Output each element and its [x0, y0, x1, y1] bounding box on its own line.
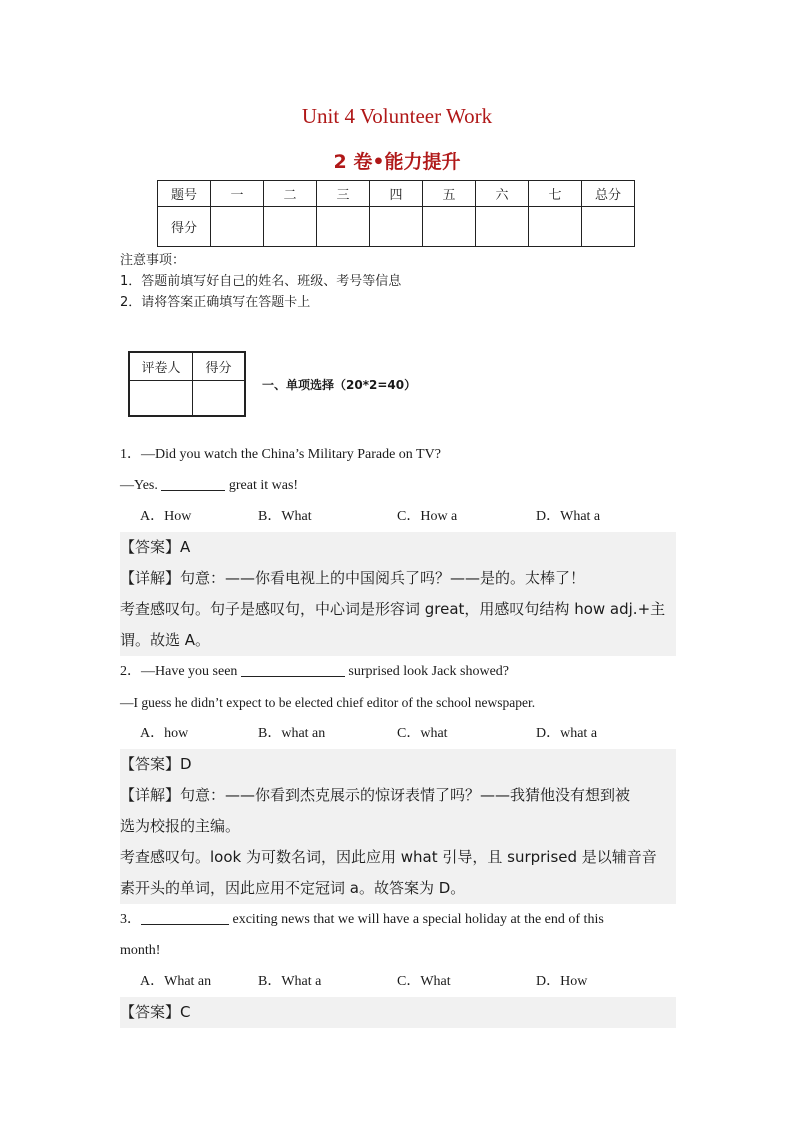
question-2-options: [120, 718, 676, 749]
question-1-line2: [120, 470, 676, 501]
option-a: A．How: [140, 509, 192, 524]
score-header-cell: 一: [211, 181, 264, 207]
grader-table: [128, 351, 246, 417]
option-b: B．What a: [258, 974, 322, 989]
question-text: exciting news that we will have a special holiday at the end of this: [229, 912, 604, 927]
notes-item: 1．答题前填写好自己的姓名、班级、考号等信息: [120, 274, 402, 289]
notes-heading: 注意事项：: [120, 253, 186, 268]
score-table: [157, 180, 635, 247]
score-header-cell: 二: [264, 181, 317, 207]
score-cell: [264, 207, 317, 247]
option-d: D．What a: [536, 509, 601, 524]
answer-line: 【答案】C: [120, 1003, 191, 1021]
option-c: C．What: [397, 974, 451, 989]
score-cell: [317, 207, 370, 247]
detail-line: 谓。故选 A。: [120, 631, 211, 649]
score-cell: [370, 207, 423, 247]
question-text: —Yes.: [120, 478, 162, 493]
score-cell: [423, 207, 476, 247]
question-text: surprised look Jack showed?: [344, 664, 509, 679]
detail-line: 【详解】句意：——你看电视上的中国阅兵了吗？——是的。太棒了！: [120, 569, 586, 587]
score-header-cell: 四: [370, 181, 423, 207]
option-b: B．What: [258, 509, 312, 524]
question-1-stem: 1．—Did you watch the China’s Military Parade on TV?: [120, 447, 441, 462]
score-header-cell: 六: [476, 181, 529, 207]
score-header-cell: 五: [423, 181, 476, 207]
question-list: [120, 439, 676, 1028]
question-3-options: [120, 966, 676, 997]
option-a: A．What an: [140, 974, 212, 989]
option-c: C．what: [397, 726, 448, 741]
grader-score-label: 得分: [193, 352, 246, 381]
grader-label: 评卷人: [129, 352, 193, 381]
answer-blank: [241, 662, 345, 677]
detail-line: 考查感叹句。句子是感叹句，中心词是形容词 great，用感叹句结构 how adj.+主: [120, 600, 666, 618]
answer-blank: [161, 476, 225, 491]
score-cell: [582, 207, 635, 247]
score-header-cell: 七: [529, 181, 582, 207]
document-title: Unit 4 Volunteer Work: [301, 104, 493, 128]
option-b: B．what an: [258, 726, 326, 741]
detail-line: 考查感叹句。look 为可数名词，因此应用 what 引导，且 surprised 是以辅音音: [120, 848, 657, 866]
score-header-cell: 总分: [582, 181, 635, 207]
notes: [120, 250, 401, 313]
detail-line: 选为校报的主编。: [120, 817, 241, 835]
option-c: C．How a: [397, 509, 458, 524]
detail-line: 【详解】句意：——你看到杰克展示的惊讶表情了吗？——我猜他没有想到被: [120, 786, 631, 804]
grader-score-cell: [193, 381, 246, 417]
question-text: great it was!: [225, 478, 299, 493]
answer-line: 【答案】A: [120, 538, 191, 556]
detail-line: 素开头的单词，因此应用不定冠词 a。故答案为 D。: [120, 879, 466, 897]
question-3-stem: [120, 904, 676, 935]
grader-cell: [129, 381, 193, 417]
score-table-score-row: [158, 207, 635, 247]
question-3-line2: month!: [120, 943, 161, 958]
answer-line: 【答案】D: [120, 755, 192, 773]
document-subtitle: 2 卷•能力提升: [333, 151, 461, 173]
question-1-options: [120, 501, 676, 532]
section-title: 一、单项选择（20*2=40）: [262, 378, 417, 392]
option-d: D．what a: [536, 726, 598, 741]
question-text: 3．: [120, 912, 141, 927]
score-header-cell: 题号: [158, 181, 211, 207]
score-header-cell: 三: [317, 181, 370, 207]
notes-item: 2．请将答案正确填写在答题卡上: [120, 295, 311, 310]
question-2-line2: —I guess he didn’t expect to be elected chief editor of the school newspaper.: [120, 695, 536, 710]
question-text: 2．—Have you seen: [120, 664, 241, 679]
option-a: A．how: [140, 726, 189, 741]
question-2-stem: [120, 656, 676, 687]
score-cell: [476, 207, 529, 247]
score-cell: [211, 207, 264, 247]
answer-blank: [141, 910, 229, 925]
option-d: D．How: [536, 974, 588, 989]
score-cell: [529, 207, 582, 247]
score-row-label: 得分: [158, 207, 211, 247]
score-table-header-row: [158, 181, 635, 207]
